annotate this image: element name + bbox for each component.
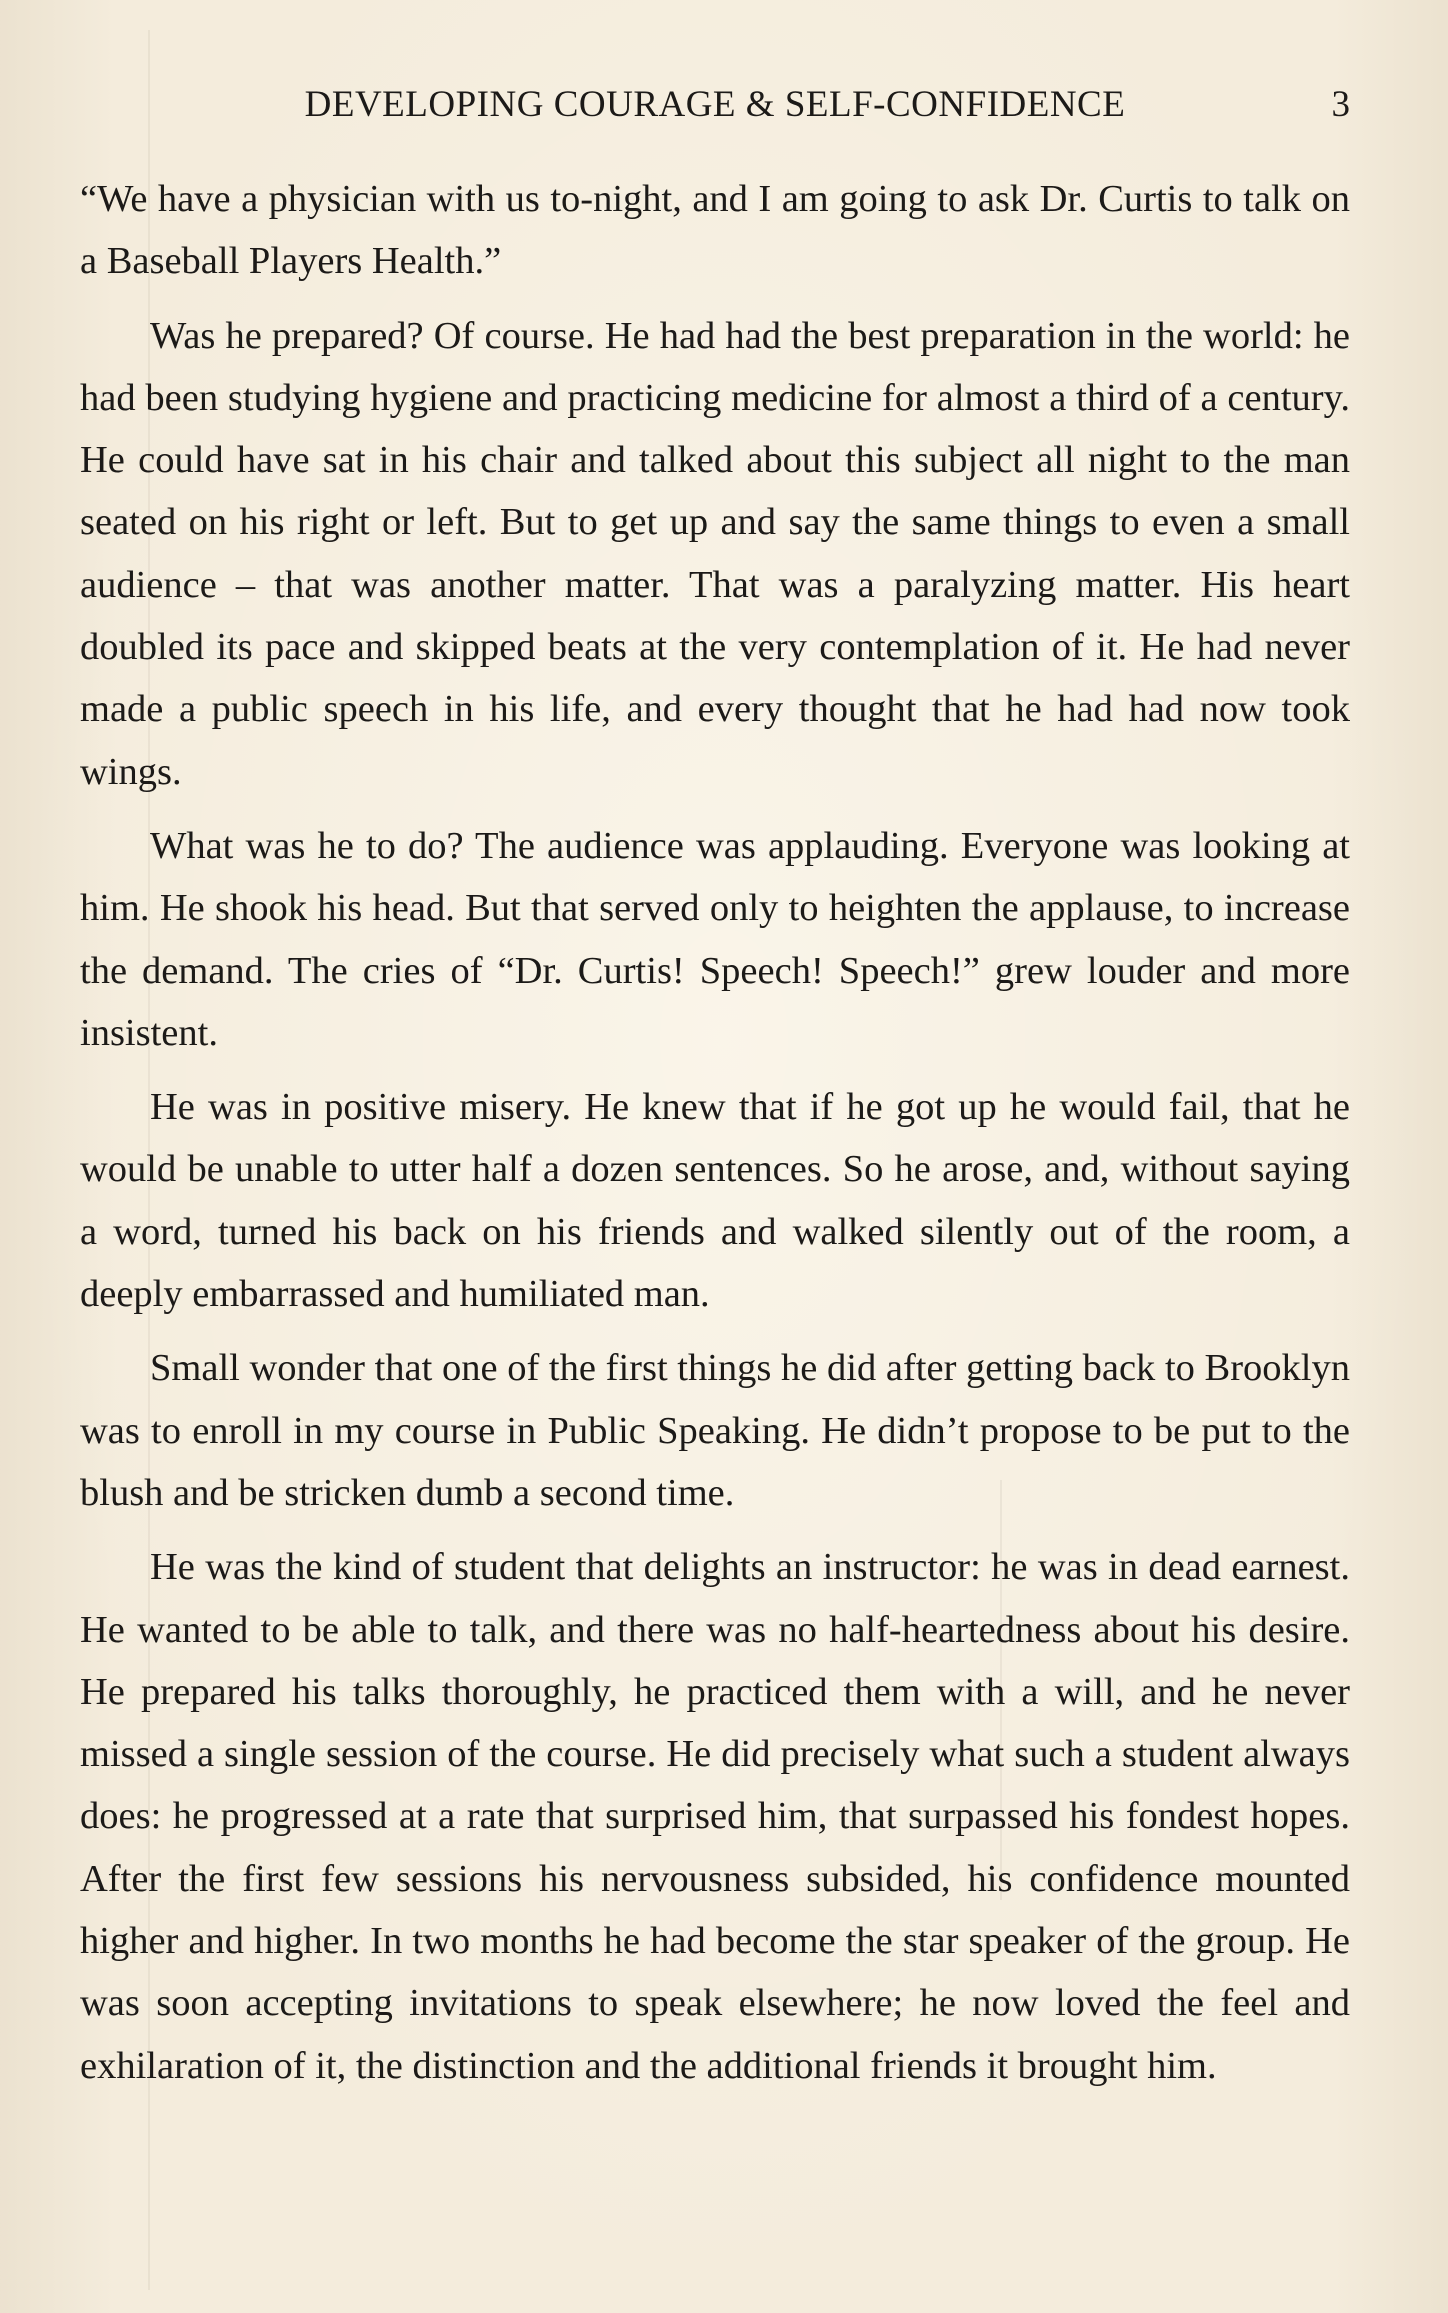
paragraph-3: What was he to do? The audience was applauding. Everyone was looking at him. He shook his head. But that served only to heighten the applause, to increase the demand. The cries of “Dr. Curtis! Speech! Speech!” grew louder and more insistent. (80, 824, 1350, 1054)
paragraph-2: Was he prepared? Of course. He had had the best preparation in the world: he had been studying hygiene and practicing medicine for almost a third of a century. He could have sat in his chair and talked about this subject all night to the man seated on his right or left. But to get up and say the same things to even a small audience – that was another matter. That was a paralyzing matter. His heart doubled its pace and skipped beats at the very contemplation of it. He had never made a public speech in his life, and every thought that he had had now took wings. (80, 314, 1350, 793)
body-text (80, 168, 1350, 2109)
paragraph-6: He was the kind of student that delights an instructor: he was in dead earnest. He wanted to be able to talk, and there was no half-heartedness about his desire. He prepared his talks thoroughly, he practiced them with a will, and he never missed a single session of the course. He did precisely what such a student always does: he progressed at a rate that surprised him, that surpassed his fondest hopes. After the first few sessions his nervousness subsided, his confidence mounted higher and higher. In two months he had become the star speaker of the group. He was soon accepting invitations to speak elsewhere; he now loved the feel and exhilaration of it, the distinction and the additional friends it brought him. (80, 1546, 1350, 2087)
page-header (80, 80, 1350, 130)
running-head: DEVELOPING COURAGE & SELF-CONFIDENCE (304, 84, 1126, 125)
paragraph-4: He was in positive misery. He knew that if he got up he would fail, that he would be unable to utter half a dozen sentences. So he arose, and, without saying a word, turned his back on his friends and walked silently out of the room, a deeply embarrassed and humiliated man. (80, 1086, 1350, 1316)
paragraph-1: “We have a physician with us to-night, and I am going to ask Dr. Curtis to talk on a Baseball Players Health.” (80, 178, 1350, 283)
paragraph-5: Small wonder that one of the first things he did after getting back to Brooklyn was to enroll in my course in Public Speaking. He didn’t propose to be put to the blush and be stricken dumb a second time. (80, 1347, 1350, 1514)
page-number: 3 (1331, 84, 1350, 125)
